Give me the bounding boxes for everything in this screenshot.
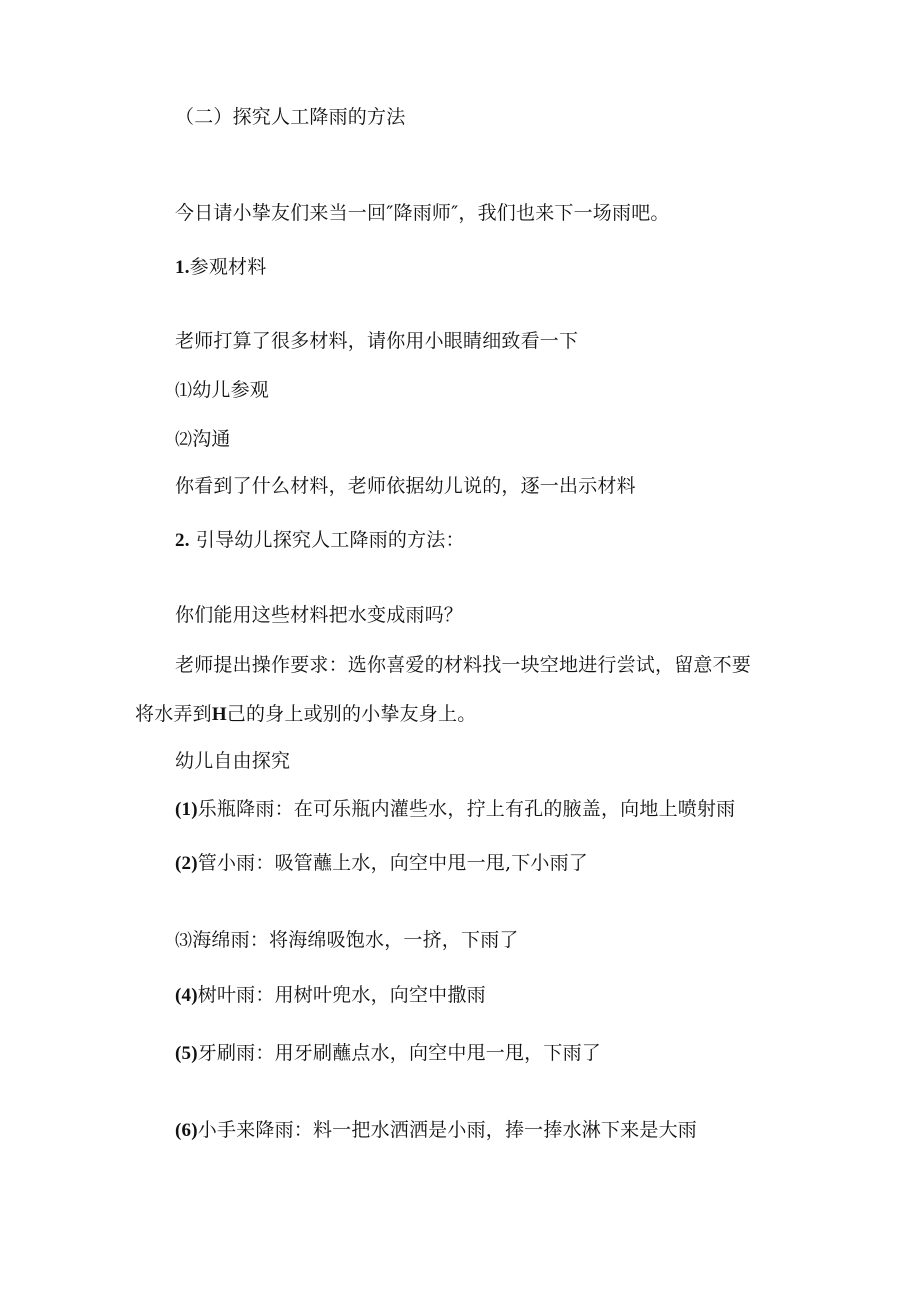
sub-item-2-text: 沟通 [192, 428, 231, 450]
sub-item-1-marker: ⑴ [175, 381, 193, 401]
method-item-2-marker: (2) [175, 853, 198, 874]
free-explore-text: 幼儿自由探究 [175, 750, 291, 772]
method-item-3 [175, 928, 519, 953]
method-item-6-marker: (6) [175, 1120, 198, 1141]
requirement-line-2-pre: 将水弄到 [135, 703, 212, 725]
teacher-prep-text: 老师打算了很多材料，请你用小眼睛细致看一下 [175, 330, 579, 352]
requirement-line-2 [135, 702, 476, 727]
step2-number: 2. [175, 530, 190, 551]
question-text: 你们能用这些材料把水变成雨吗？ [175, 604, 464, 626]
sub-item-2-marker: ⑵ [175, 430, 193, 450]
free-explore-paragraph [175, 749, 290, 773]
sub-item-2 [175, 427, 231, 452]
requirement-line-2-post: 己的身上或别的小挚友身上。 [226, 703, 477, 725]
requirement-line-1 [175, 653, 751, 677]
method-item-4-text: 树叶雨：用树叶兜水，向空中撒雨 [197, 984, 486, 1006]
method-item-5-marker: (5) [175, 1043, 198, 1064]
method-item-1-marker: (1) [175, 799, 198, 820]
step1-title: 参观材料 [189, 256, 267, 278]
intro-text: 今日请小挚友们来当一回″降雨师″，我们也来下一场雨吧。 [175, 202, 670, 224]
sub-item-1 [175, 378, 269, 403]
materials-text: 你看到了什么材料，老师依据幼儿说的，逐一出示材料 [175, 475, 636, 497]
step2-heading [175, 528, 465, 553]
method-item-1-text: 乐瓶降雨：在可乐瓶内灌些水，拧上有孔的腋盖，向地上喷射雨 [197, 798, 736, 820]
step2-title: 引导幼儿探究人工降雨的方法： [189, 529, 465, 551]
intro-paragraph [175, 201, 670, 225]
teacher-prep-paragraph [175, 329, 578, 353]
method-item-3-marker: ⑶ [175, 931, 193, 951]
method-item-4-marker: (4) [175, 985, 198, 1006]
materials-paragraph [175, 474, 636, 498]
method-item-5-text: 牙刷雨：用牙刷蘸点水，向空中甩一甩，下雨了 [197, 1042, 601, 1064]
step1-heading [175, 255, 266, 280]
requirement-line-1-text: 老师提出操作要求：选你喜爱的材料找一块空地进行尝试，留意不要 [175, 654, 752, 676]
method-item-1 [175, 797, 735, 822]
section-title [175, 105, 405, 129]
method-item-6-text: 小手来降雨：料一把水洒洒是小雨，捧一捧水淋下来是大雨 [197, 1119, 697, 1141]
method-item-3-text: 海绵雨：将海绵吸饱水，一挤，下雨了 [192, 929, 519, 951]
step1-number: 1. [175, 257, 190, 278]
question-paragraph [175, 603, 463, 627]
requirement-line-2-bold: H [211, 704, 227, 725]
method-item-5 [175, 1041, 601, 1066]
method-item-2-text: 管小雨：吸管蘸上水，向空中甩一甩,下小雨了 [197, 852, 589, 874]
sub-item-1-text: 幼儿参观 [192, 379, 270, 401]
method-item-6 [175, 1118, 697, 1143]
section-title-text: （二）探究人工降雨的方法 [175, 106, 406, 128]
method-item-2 [175, 851, 588, 876]
method-item-4 [175, 983, 486, 1008]
